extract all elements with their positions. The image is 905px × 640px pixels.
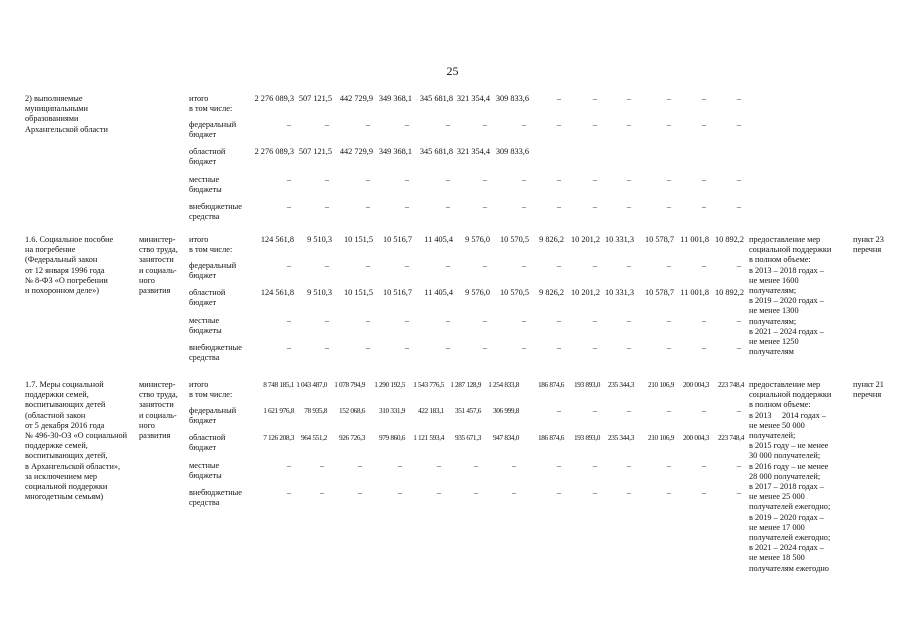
table-cell: – [404, 343, 410, 352]
table-cell: 210 106,9 [647, 433, 674, 442]
table-cell: – [736, 202, 742, 211]
table-cell: – [592, 461, 598, 470]
table-cell: 309 833,6 [495, 147, 529, 156]
funding-source-label: итого в том числе: [189, 94, 233, 114]
measure-name: 2) выполняемые муниципальными образованиями Архангельской области [25, 94, 108, 134]
table-cell: 7 126 208,3 [263, 433, 294, 442]
table-cell: – [626, 202, 632, 211]
table-cell: 9 826,2 [539, 288, 564, 297]
table-cell: 11 001,8 [680, 235, 709, 244]
table-cell: – [482, 175, 488, 184]
funding-source-label: местные бюджеты [189, 175, 222, 195]
table-cell: – [319, 488, 325, 497]
table-cell: 1 043 487,0 [296, 380, 327, 389]
table-cell: 349 368,1 [378, 94, 412, 103]
table-cell: – [701, 202, 707, 211]
table-cell: 10 892,2 [714, 288, 744, 297]
table-cell: – [397, 461, 403, 470]
table-cell: – [404, 120, 410, 129]
table-cell: – [436, 488, 442, 497]
funding-source-label: областной бюджет [189, 433, 226, 453]
table-cell: 223 748,4 [717, 433, 744, 442]
table-cell: 2 276 089,3 [254, 147, 294, 156]
table-cell: – [666, 175, 672, 184]
table-cell: – [521, 316, 527, 325]
table-cell: 10 151,5 [343, 235, 373, 244]
table-cell: 9 576,0 [465, 235, 490, 244]
table-cell: – [701, 316, 707, 325]
table-cell: – [445, 202, 451, 211]
table-cell: – [701, 94, 707, 103]
table-cell: – [556, 316, 562, 325]
table-cell: 1 254 833,8 [488, 380, 519, 389]
table-cell: 442 729,9 [339, 147, 373, 156]
table-cell: – [365, 202, 371, 211]
table-cell: 124 561,8 [260, 235, 294, 244]
table-cell: – [511, 461, 517, 470]
table-cell: – [286, 488, 292, 497]
table-cell: 10 201,2 [570, 288, 600, 297]
table-cell: – [736, 261, 742, 270]
table-cell: – [592, 175, 598, 184]
table-cell: 10 578,7 [644, 288, 674, 297]
table-cell: – [286, 120, 292, 129]
table-cell: – [736, 461, 742, 470]
table-cell: 11 405,4 [424, 288, 453, 297]
table-cell: – [556, 343, 562, 352]
table-cell: – [666, 461, 672, 470]
table-cell: – [521, 175, 527, 184]
funding-source-label: областной бюджет [189, 147, 226, 167]
table-cell: – [736, 175, 742, 184]
table-cell: 10 151,5 [343, 288, 373, 297]
table-cell: – [556, 94, 562, 103]
table-cell: – [592, 343, 598, 352]
table-cell: – [404, 202, 410, 211]
table-cell: 235 344,3 [607, 380, 634, 389]
table-cell: – [666, 120, 672, 129]
measure-name: 1.7. Меры социальной поддержки семей, воспитывающих детей (областной закон от 5 декабря 2016 года № 496-30-ОЗ «О социальной поддержке семей, воспитывающих детей, в Архангельской области», за исключением мер социальной поддержки многодетным семьям) [25, 380, 128, 502]
table-cell: – [592, 488, 598, 497]
table-cell: – [521, 261, 527, 270]
table-cell: – [404, 261, 410, 270]
table-cell: 10 570,5 [499, 288, 529, 297]
table-cell: – [324, 175, 330, 184]
table-cell: – [365, 120, 371, 129]
table-cell: – [286, 261, 292, 270]
table-cell: – [666, 261, 672, 270]
table-cell: 507 121,5 [298, 147, 332, 156]
table-cell: 442 729,9 [339, 94, 373, 103]
table-cell: 124 561,8 [260, 288, 294, 297]
table-cell: – [701, 120, 707, 129]
table-cell: – [521, 202, 527, 211]
table-cell: – [473, 461, 479, 470]
table-cell: – [736, 94, 742, 103]
table-cell: – [404, 175, 410, 184]
table-cell: 9 510,3 [307, 235, 332, 244]
table-cell: – [626, 316, 632, 325]
table-cell: – [556, 120, 562, 129]
table-cell: – [666, 343, 672, 352]
table-cell: 10 570,5 [499, 235, 529, 244]
table-cell: – [482, 316, 488, 325]
table-cell: – [626, 175, 632, 184]
table-cell: – [324, 261, 330, 270]
table-cell: – [701, 175, 707, 184]
table-cell: – [626, 94, 632, 103]
table-cell: 200 004,3 [682, 380, 709, 389]
table-cell: – [556, 202, 562, 211]
table-cell: – [736, 343, 742, 352]
table-cell: – [626, 120, 632, 129]
executor: министер- ство труда, занятости и социаль- ного развития [139, 380, 178, 441]
table-cell: – [445, 343, 451, 352]
funding-source-label: федеральный бюджет [189, 261, 237, 281]
table-cell: 9 826,2 [539, 235, 564, 244]
table-cell: 223 748,4 [717, 380, 744, 389]
table-cell: – [556, 488, 562, 497]
table-cell: – [666, 202, 672, 211]
table-cell: 10 331,3 [604, 288, 634, 297]
reference: пункт 23 перечня [853, 235, 884, 255]
table-cell: 10 516,7 [382, 288, 412, 297]
table-cell: 310 331,9 [378, 406, 405, 415]
table-cell: – [556, 461, 562, 470]
table-cell: – [445, 316, 451, 325]
table-cell: – [626, 261, 632, 270]
table-cell: – [592, 261, 598, 270]
table-cell: – [592, 94, 598, 103]
table-cell: 321 354,4 [456, 147, 490, 156]
table-cell: 10 331,3 [604, 235, 634, 244]
page-number: 25 [446, 64, 459, 78]
table-cell: – [482, 343, 488, 352]
table-cell: 8 748 185,1 [263, 380, 294, 389]
table-cell: 186 874,6 [537, 380, 564, 389]
table-cell: – [365, 316, 371, 325]
table-cell: – [365, 343, 371, 352]
table-cell: 193 893,0 [573, 433, 600, 442]
table-cell: – [324, 316, 330, 325]
table-cell: 935 671,3 [454, 433, 481, 442]
table-cell: 9 510,3 [307, 288, 332, 297]
table-cell: 10 578,7 [644, 235, 674, 244]
table-cell: – [666, 406, 672, 415]
table-cell: 1 543 776,5 [413, 380, 444, 389]
table-cell: – [445, 261, 451, 270]
table-cell: – [286, 175, 292, 184]
funding-source-label: внебюджетные средства [189, 202, 242, 222]
table-cell: 1 290 192,5 [374, 380, 405, 389]
table-cell: – [626, 461, 632, 470]
table-cell: – [482, 261, 488, 270]
table-cell: 1 287 128,9 [450, 380, 481, 389]
table-cell: – [404, 316, 410, 325]
table-cell: – [701, 261, 707, 270]
table-cell: 10 892,2 [714, 235, 744, 244]
table-cell: 345 681,8 [419, 94, 453, 103]
table-cell: – [365, 175, 371, 184]
table-cell: – [701, 343, 707, 352]
table-cell: – [445, 175, 451, 184]
measure-name: 1.6. Социальное пособие на погребение (Федеральный закон от 12 января 1996 года № 8-ФЗ «О погребении и похоронном деле») [25, 235, 114, 296]
expected-result: предоставление мер социальной поддержки в полном объеме: в 2013 2014 годах – не менее 50 000 получателей; в 2015 году – не менее 30 000 получателей; в 2016 году – не менее 28 000 получателей; в 2017 – 2018 годах – не менее 25 000 получателей ежегодно; в 2019 – 2020 годах – не менее 17 000 получателей ежегодно; в 2021 – 2024 годах – не менее 18 500 получателям ежегодно [749, 380, 832, 573]
table-cell: – [482, 120, 488, 129]
table-cell: 321 354,4 [456, 94, 490, 103]
table-cell: – [626, 343, 632, 352]
table-cell: 2 276 089,3 [254, 94, 294, 103]
table-cell: 9 576,0 [465, 288, 490, 297]
table-cell: – [324, 120, 330, 129]
funding-source-label: местные бюджеты [189, 316, 222, 336]
table-cell: 1 121 593,4 [413, 433, 444, 442]
table-cell: – [286, 461, 292, 470]
table-cell: – [521, 120, 527, 129]
table-cell: – [556, 261, 562, 270]
table-cell: – [592, 202, 598, 211]
table-cell: – [436, 461, 442, 470]
table-cell: 309 833,6 [495, 94, 529, 103]
table-cell: 1 621 976,8 [263, 406, 294, 415]
funding-source-label: внебюджетные средства [189, 343, 242, 363]
table-cell: 964 551,2 [300, 433, 327, 442]
table-cell: – [701, 461, 707, 470]
table-cell: 926 726,3 [338, 433, 365, 442]
funding-source-label: внебюджетные средства [189, 488, 242, 508]
table-cell: – [445, 120, 451, 129]
funding-source-label: федеральный бюджет [189, 120, 237, 140]
table-cell: – [666, 488, 672, 497]
table-cell: 186 874,6 [537, 433, 564, 442]
table-cell: – [666, 316, 672, 325]
table-cell: – [556, 406, 562, 415]
table-cell: 152 068,6 [338, 406, 365, 415]
table-cell: – [666, 94, 672, 103]
table-cell: 979 860,6 [378, 433, 405, 442]
table-cell: – [626, 488, 632, 497]
table-cell: 10 201,2 [570, 235, 600, 244]
table-cell: 351 457,6 [454, 406, 481, 415]
table-cell: – [319, 461, 325, 470]
table-cell: 200 004,3 [682, 433, 709, 442]
table-cell: – [701, 488, 707, 497]
table-cell: 78 935,8 [304, 406, 327, 415]
table-cell: 11 001,8 [680, 288, 709, 297]
table-cell: – [626, 406, 632, 415]
table-cell: – [365, 261, 371, 270]
table-cell: 10 516,7 [382, 235, 412, 244]
expected-result: предоставление мер социальной поддержки в полном объеме: в 2013 – 2018 годах – не менее 1600 получателям; в 2019 – 2020 годах – не менее 1300 получателям; в 2021 – 2024 годах – не менее 1250 получателям [749, 235, 832, 357]
funding-source-label: итого в том числе: [189, 235, 233, 255]
table-cell: – [592, 120, 598, 129]
table-cell: 306 999,8 [492, 406, 519, 415]
table-cell: 210 106,9 [647, 380, 674, 389]
table-cell: – [286, 202, 292, 211]
table-cell: – [286, 316, 292, 325]
table-cell: – [701, 406, 707, 415]
reference: пункт 21 перечня [853, 380, 884, 400]
funding-source-label: областной бюджет [189, 288, 226, 308]
table-cell: 349 368,1 [378, 147, 412, 156]
table-cell: – [482, 202, 488, 211]
table-cell: 1 078 794,9 [334, 380, 365, 389]
table-cell: 11 405,4 [424, 235, 453, 244]
table-cell: 422 183,1 [417, 406, 444, 415]
table-cell: – [556, 175, 562, 184]
table-cell: 345 681,8 [419, 147, 453, 156]
table-cell: – [736, 406, 742, 415]
table-cell: – [736, 120, 742, 129]
table-cell: – [324, 343, 330, 352]
table-cell: – [357, 461, 363, 470]
table-cell: 507 121,5 [298, 94, 332, 103]
table-cell: – [357, 488, 363, 497]
table-cell: – [736, 316, 742, 325]
table-cell: – [286, 343, 292, 352]
funding-source-label: итого в том числе: [189, 380, 233, 400]
funding-source-label: местные бюджеты [189, 461, 222, 481]
table-cell: – [592, 406, 598, 415]
funding-source-label: федеральный бюджет [189, 406, 237, 426]
table-cell: 193 893,0 [573, 380, 600, 389]
table-cell: 947 834,0 [492, 433, 519, 442]
table-cell: – [473, 488, 479, 497]
table-cell: – [511, 488, 517, 497]
executor: министер- ство труда, занятости и социаль- ного развития [139, 235, 178, 296]
table-cell: 235 344,3 [607, 433, 634, 442]
table-cell: – [521, 343, 527, 352]
table-cell: – [592, 316, 598, 325]
table-cell: – [324, 202, 330, 211]
table-cell: – [736, 488, 742, 497]
table-cell: – [397, 488, 403, 497]
